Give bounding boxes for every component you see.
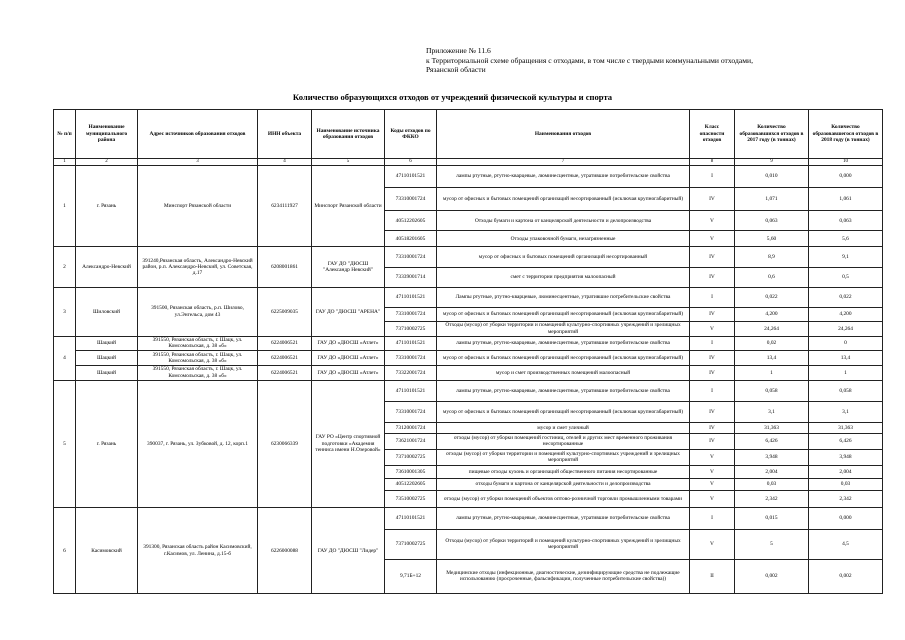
waste-name-cell: мусор от офисных и бытовых помещений организаций несортированный (437, 247, 690, 267)
table-header-row (54, 110, 883, 159)
waste-name-cell: мусор и смет уличный (437, 423, 690, 434)
source-cell: ГАУ ДО "ДЮСШ "Лидер" (312, 508, 385, 594)
waste-name-cell: Отходы упаковочной бумаги, незагрязненные (437, 231, 690, 247)
waste-code-cell: 47110101521 (385, 166, 437, 187)
quantity-2017-cell: 0,015 (735, 508, 809, 529)
waste-name-cell: мусор и смет производственных помещений малоопасный (437, 365, 690, 380)
waste-code-cell: 47110101521 (385, 336, 437, 351)
address-cell: 391300, Рязанская область район Касимовский, г.Касимов, ул. Ленина, д.15-б (138, 508, 258, 594)
column-number: 4 (258, 159, 312, 166)
column-header: Количество образовавшихся отходов в 2017 году (в тоннах) (735, 110, 809, 159)
quantity-2018-cell: 9,1 (809, 247, 883, 267)
quantity-2018-cell: 0,063 (809, 211, 883, 231)
waste-code-cell: 73310001724 (385, 308, 437, 322)
waste-name-cell: отходы (мусор) от уборки помещений гостиниц, отелей и других мест временного проживания несортированные (437, 433, 690, 449)
waste-name-cell: лампы ртутные, ртутно-кварцевые, люминесцентные, утратившие потребительские свойства (437, 336, 690, 351)
waste-code-cell: 47110101521 (385, 380, 437, 401)
column-number: 5 (312, 159, 385, 166)
document-title: Количество образующихся отходов от учреждений физической культуры и спорта (292, 92, 613, 102)
waste-name-cell: мусор от офисных и бытовых помещений организаций несортированный (исключая крупногабаритный) (437, 308, 690, 322)
waste-name-cell: лампы ртутные, ртутно-кварцевые, люминесцентные, утратившие потребительские свойства (437, 380, 690, 401)
table-row (54, 365, 883, 380)
hazard-class-cell: V (690, 322, 735, 337)
waste-code-cell: 73310001724 (385, 351, 437, 366)
waste-code-cell: 47110101521 (385, 287, 437, 307)
waste-name-cell: мусор от офисных и бытовых помещений организаций несортированный (исключая крупногабаритный) (437, 401, 690, 422)
waste-name-cell: Отходы бумаги и картона от канцелярской деятельности и делопроизводства (437, 211, 690, 231)
hazard-class-cell: IV (690, 351, 735, 366)
column-header: Класс опасности отходов (690, 110, 735, 159)
column-header: Наименования отходов (437, 110, 690, 159)
hazard-class-cell: V (690, 529, 735, 559)
waste-code-cell: 73710002725 (385, 449, 437, 465)
waste-name-cell: Отходы (мусор) от уборки территории и помещений культурно-спортивных учреждений и зрелищных мероприятий (437, 322, 690, 337)
quantity-2017-cell: 1 (735, 365, 809, 380)
column-number: 10 (809, 159, 883, 166)
quantity-2018-cell: 13,4 (809, 351, 883, 366)
waste-code-cell: 73310001724 (385, 401, 437, 422)
waste-name-cell: мусор от офисных и бытовых помещений организаций несортированный (исключая крупногабаритный) (437, 187, 690, 210)
hazard-class-cell: V (690, 211, 735, 231)
column-header: Наименование источника образования отходов (312, 110, 385, 159)
address-cell: 391550, Рязанская область, г. Шацк, ул. Комсомольская, д. 38 «б» (138, 351, 258, 366)
address-cell: 390037, г. Рязань, ул. Зубковой, д. 12, корп.1 (138, 380, 258, 508)
quantity-2017-cell: 5,60 (735, 231, 809, 247)
waste-code-cell: 73322001724 (385, 365, 437, 380)
table-row (54, 247, 883, 267)
quantity-2018-cell: 0,058 (809, 380, 883, 401)
source-cell: ГАУ РО «Центр спортивной подготовки «Академия тенниса имени Н.Озеровой» (312, 380, 385, 508)
quantity-2018-cell: 2,342 (809, 491, 883, 508)
quantity-2017-cell: 13,4 (735, 351, 809, 366)
quantity-2018-cell: 0,5 (809, 267, 883, 287)
quantity-2018-cell: 0,000 (809, 508, 883, 529)
quantity-2018-cell: 0,03 (809, 478, 883, 491)
row-number: 5 (54, 380, 76, 508)
waste-name-cell: смет с территории предприятия малоопасный (437, 267, 690, 287)
source-cell: ГАУ ДО «ДЮСШ «Атлет» (312, 351, 385, 366)
row-number: 4 (54, 336, 76, 380)
row-number: 3 (54, 287, 76, 336)
quantity-2017-cell: 3,948 (735, 449, 809, 465)
waste-name-cell: Отходы (мусор) от уборки территорий и помещений культурно-спортивных учреждений и зрелищных мероприятий (437, 529, 690, 559)
quantity-2017-cell: 0,6 (735, 267, 809, 287)
inn-cell: 6230066339 (258, 380, 312, 508)
waste-code-cell: 73339001714 (385, 267, 437, 287)
waste-code-cell: 73610001305 (385, 465, 437, 478)
hazard-class-cell: IV (690, 247, 735, 267)
district-cell: Александро-Невский (76, 247, 138, 288)
source-cell: Минспорт Рязанской области (312, 166, 385, 247)
column-header: Коды отходов по ФККО (385, 110, 437, 159)
column-header: Адрес источников образования отходов (138, 110, 258, 159)
appendix-region: Рязанской области (426, 65, 486, 75)
column-number: 1 (54, 159, 76, 166)
quantity-2018-cell: 4,5 (809, 529, 883, 559)
table-row (54, 508, 883, 529)
district-cell: г. Рязань (76, 166, 138, 247)
column-number-row (54, 159, 883, 166)
appendix-reference: к Территориальной схеме обращения с отходами, в том числе с твердыми коммунальными отходами, (426, 55, 753, 65)
quantity-2018-cell: 1 (809, 365, 883, 380)
quantity-2017-cell: 0,022 (735, 287, 809, 307)
hazard-class-cell: I (690, 336, 735, 351)
table-row (54, 380, 883, 401)
appendix-header (426, 46, 886, 75)
source-cell: ГАУ ДО "ДЮСШ "АРЕНА" (312, 287, 385, 336)
quantity-2017-cell: 31,363 (735, 423, 809, 434)
source-cell: ГАУ ДО «ДЮСШ «Атлет» (312, 336, 385, 351)
hazard-class-cell: V (690, 449, 735, 465)
inn-cell: 6234111927 (258, 166, 312, 247)
source-cell: ГАУ ДО «ДЮСШ «Атлет» (312, 365, 385, 380)
quantity-2017-cell: 0,002 (735, 559, 809, 593)
district-cell: г. Рязань (76, 380, 138, 508)
quantity-2017-cell: 4,200 (735, 308, 809, 322)
address-cell: 391550, Рязанская область, г. Шацк, ул. Комсомольская, д. 38 «б» (138, 365, 258, 380)
hazard-class-cell: V (690, 478, 735, 491)
hazard-class-cell: IV (690, 433, 735, 449)
waste-code-cell: 47110101521 (385, 508, 437, 529)
quantity-2018-cell: 24,264 (809, 322, 883, 337)
inn-cell: 6224006521 (258, 351, 312, 366)
waste-name-cell: лампы ртутные, ртутно-кварцевые, люминесцентные, утратившие потребительские свойства (437, 166, 690, 187)
quantity-2017-cell: 0,03 (735, 478, 809, 491)
waste-name-cell: лампы ртутные, ртутно-кварцевые, люминесцентные, утратившие потребительские свойства (437, 508, 690, 529)
quantity-2018-cell: 2,004 (809, 465, 883, 478)
hazard-class-cell: IV (690, 267, 735, 287)
hazard-class-cell: I (690, 380, 735, 401)
column-number: 3 (138, 159, 258, 166)
district-cell: Шиловский (76, 287, 138, 336)
quantity-2017-cell: 24,264 (735, 322, 809, 337)
quantity-2017-cell: 0,010 (735, 166, 809, 187)
address-cell: 391550, Рязанская область, г. Шацк, ул. Комсомольская, д. 38 «б» (138, 336, 258, 351)
row-number: 2 (54, 247, 76, 288)
quantity-2017-cell: 0,063 (735, 211, 809, 231)
waste-name-cell: отходы (мусор) от уборки помещений объектов оптово-розничной торговли промышленными товарами (437, 491, 690, 508)
waste-code-cell: 73310001724 (385, 247, 437, 267)
table-row (54, 351, 883, 366)
quantity-2018-cell: 5,6 (809, 231, 883, 247)
column-number: 8 (690, 159, 735, 166)
hazard-class-cell: I (690, 287, 735, 307)
address-cell: Минспорт Рязанской области (138, 166, 258, 247)
waste-code-cell: 73710002725 (385, 529, 437, 559)
address-cell: 391240,Рязанская область, Александро-Невский район, р.п. Александро-Невский, ул. Советская, д.17 (138, 247, 258, 288)
waste-name-cell: Медицинские отходы (инфекционные, диагностические, дезинфицирующие средства не подлежащие использованию (просроченные, фальсификации, полученные потребительские свойства)) (437, 559, 690, 593)
quantity-2017-cell: 3,1 (735, 401, 809, 422)
column-number: 2 (76, 159, 138, 166)
hazard-class-cell: IV (690, 308, 735, 322)
table-row (54, 336, 883, 351)
column-header: Количество образовавшегося отходов в 2018 году (в тоннах) (809, 110, 883, 159)
quantity-2017-cell: 5 (735, 529, 809, 559)
waste-code-cell: 73120001724 (385, 423, 437, 434)
quantity-2018-cell: 31,363 (809, 423, 883, 434)
quantity-2017-cell: 2,342 (735, 491, 809, 508)
hazard-class-cell: IV (690, 423, 735, 434)
quantity-2018-cell: 6,426 (809, 433, 883, 449)
waste-code-cell: 40512202605 (385, 211, 437, 231)
waste-table (53, 109, 883, 594)
quantity-2018-cell: 0,022 (809, 287, 883, 307)
quantity-2017-cell: 8,9 (735, 247, 809, 267)
quantity-2018-cell: 1,061 (809, 187, 883, 210)
hazard-class-cell: IV (690, 187, 735, 210)
hazard-class-cell: IV (690, 401, 735, 422)
waste-code-cell: 73310001724 (385, 187, 437, 210)
hazard-class-cell: V (690, 231, 735, 247)
column-header: Наименование муниципального района (76, 110, 138, 159)
table-row (54, 166, 883, 187)
quantity-2018-cell: 0,000 (809, 166, 883, 187)
waste-name-cell: Лампы ртутные, ртутно-кварцевые, люминесцентные, утратившие потребительские свойства (437, 287, 690, 307)
column-number: 6 (385, 159, 437, 166)
district-cell: Касимовский (76, 508, 138, 594)
waste-code-cell: 73510002725 (385, 491, 437, 508)
quantity-2017-cell: 0,058 (735, 380, 809, 401)
hazard-class-cell: I (690, 166, 735, 187)
district-cell: Шацкий (76, 351, 138, 366)
column-number: 7 (437, 159, 690, 166)
waste-name-cell: пищевые отходы кухонь и организаций общественного питания несортированные (437, 465, 690, 478)
district-cell: Шацкий (76, 336, 138, 351)
waste-name-cell: мусор от офисных и бытовых помещений организаций несортированный (исключая крупногабаритный) (437, 351, 690, 366)
table-row (54, 287, 883, 307)
inn-cell: 6224006521 (258, 365, 312, 380)
quantity-2017-cell: 6,426 (735, 433, 809, 449)
column-header: ИНН объекта (258, 110, 312, 159)
inn-cell: 6226000088 (258, 508, 312, 594)
waste-name-cell: отходы бумаги и картона от канцелярской деятельности и делопроизводства (437, 478, 690, 491)
waste-code-cell: 40512202605 (385, 478, 437, 491)
hazard-class-cell: V (690, 491, 735, 508)
hazard-class-cell: V (690, 465, 735, 478)
district-cell: Шацкий (76, 365, 138, 380)
quantity-2017-cell: 1,071 (735, 187, 809, 210)
quantity-2018-cell: 3,948 (809, 449, 883, 465)
quantity-2017-cell: 0,02 (735, 336, 809, 351)
column-header: № п/п (54, 110, 76, 159)
waste-code-cell: 9,71Б+12 (385, 559, 437, 593)
appendix-number: Приложение № 11.6 (426, 46, 491, 55)
quantity-2017-cell: 2,004 (735, 465, 809, 478)
quantity-2018-cell: 0 (809, 336, 883, 351)
inn-cell: 6208001861 (258, 247, 312, 288)
row-number: 1 (54, 166, 76, 247)
hazard-class-cell: IV (690, 365, 735, 380)
hazard-class-cell: I (690, 508, 735, 529)
quantity-2018-cell: 4,200 (809, 308, 883, 322)
quantity-2018-cell: 0,002 (809, 559, 883, 593)
row-number: 6 (54, 508, 76, 594)
hazard-class-cell: II (690, 559, 735, 593)
inn-cell: 6224006521 (258, 336, 312, 351)
source-cell: ГАУ ДО "ДЮСШ "Александр Невский" (312, 247, 385, 288)
waste-code-cell: 40518201605 (385, 231, 437, 247)
address-cell: 391500, Рязанская область, р.п. Шилово, ул.Энгельса, дом 43 (138, 287, 258, 336)
quantity-2018-cell: 3,1 (809, 401, 883, 422)
waste-code-cell: 73621001724 (385, 433, 437, 449)
waste-code-cell: 73710002725 (385, 322, 437, 337)
waste-name-cell: отходы (мусор) от уборки территории и помещений культурно-спортивных учреждений и зрелищных мероприятий (437, 449, 690, 465)
inn-cell: 6225009035 (258, 287, 312, 336)
column-number: 9 (735, 159, 809, 166)
